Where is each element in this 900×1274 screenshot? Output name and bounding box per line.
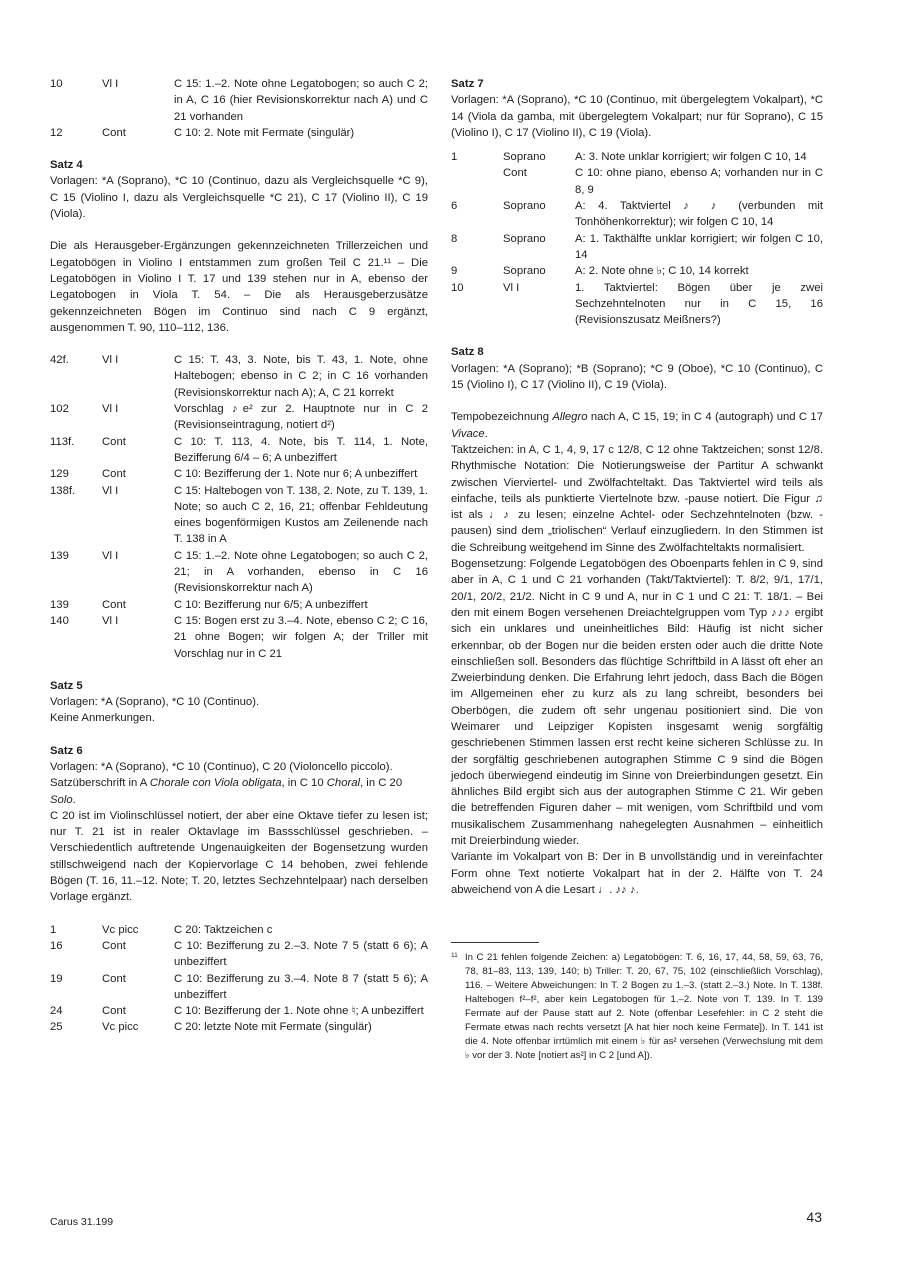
satz7-heading: Satz 7 [451,78,484,90]
table-row: Cont C 10: ohne piano, ebenso A; vorhanden nur in C 8, 9 [503,167,823,196]
footnote-text: In C 21 fehlen folgende Zeichen: a) Legatobögen: T. 6, 16, 17, 44, 58, 59, 63, 76, 78, 81–83, 113, 139, 140; b) Triller: T. 20, 67, 75, 102 (einschließlich Vorschlag), 116. – Weitere Abweichungen: In T. 2 Bogen zu 1.–3. (statt 2.–3.) Note. In T. 138f. Haltebogen f²–f², aber kein Legatobogen für 1.–2. Note von T. 139. In T. 139 Fermate auf der Pause statt auf 2. Note (offenbar Lesefehler: in C 2 steht die Fermate etwas nach rechts versetzt [A hat hier noch keine Fermate]). In T. 141 ist die 4. Note offenbar irrtümlich mit einem ♭ für as² versehen (Verwechslung mit dem ♭ vor der 3. Note [notiert as²] in C 2 [und A]). [465,952,823,1062]
table-row: 138f. Vl I C 15: Haltebogen von T. 138, 2. Note, zu T. 139, 1. Note; so auch C 2, 16, 21; offenbar Fehldeutung eines bogenförmigen Kustos am Zeilenende nach T. 138 in A [50,484,428,546]
table-row: 10 Vl I C 15: 1.–2. Note ohne Legatobogen; so auch C 2; in A, C 16 (hier Revisionskorrektur nach A) und C 21 vorhanden [50,78,428,123]
table-row: 113f. Cont C 10: T. 113, 4. Note, bis T. 114, 1. Note, Bezifferung 6/4 – 6; A unbeziffert [50,435,428,464]
catalog-number: Carus 31.199 [50,1216,114,1228]
table-row: 42f. Vl I C 15: T. 43, 3. Note, bis T. 43, 1. Note, ohne Haltebogen; ebenso in C 2; in C 16 vorhanden (Revisionskorrektur nach A); A, C 21 korrekt [50,354,428,399]
table-row: 9 Soprano A: 2. Note ohne ♭; C 10, 14 korrekt [451,265,749,278]
satz8-bogensetzung: Bogensetzung: Folgende Legatobögen des Oboenparts fehlen in C 9, sind aber in A, C 1 und C 21 vorhanden (Takt/Taktviertel): T. 8/2, 9/1, 17/1, 20/1, 20/2, 21/2. Nicht in C 9 und A, nur in C 1 und C 21: T. 18/1. – Bei den mit einem Bogen versehenen Dreiachtelgruppen vom Typ ♪♪♪ ergibt sich ein unklares und uneinheitliches Bild: Häufig ist nicht sicher erkennbar, ob der Bogen nur die beiden ersten oder auch die dritte Note einschließen soll. Besonders das flüchtige Schriftbild in A lässt oft eher an Zweierbindung denken. Die Erfahrung lehrt jedoch, dass Bach die Bögen im Allgemeinen eher zu kurz als zu lang schreibt, besonders bei Oberbögen, die zudem oft sehr ungenau positioniert sind. Die von Weimarer und Leipziger Kopisten insgesamt wenig sorgfältig geschriebenen Stimmen lassen erst recht keine sicheren Schlüsse zu. In der sorgfältig geschriebenen autographen Stimme C 9 sind die Bögen jedoch überwiegend eindeutig im Sinne von Dreierbindungen gesetzt. Ein ähnliches Bild ergibt sich aus der autographen Stimme C 21. Wir geben die betreffenden Figuren daher – mit wenigen, vom Schriftbild und vom musikalischem Zusammenhang nahegelegten Ausnahmen – einheitlich mit Dreierbindung wieder. [451,558,823,848]
remarks-table-satz4 [50,352,428,662]
table-row: 12 Cont C 10: 2. Note mit Fermate (singulär) [50,126,355,139]
remarks-table-satz7 [451,149,823,328]
table-row: 8 Soprano A: 1. Takthälfte unklar korrigiert; wir folgen C 10, 14 [451,232,823,261]
right-column [451,76,823,1063]
satz8-variante: Variante im Vokalpart von B: Der in B unvollständig und in vereinfachter Form ohne Text notierte Vokalpart hat in der 2. Hälfte von T. 24 abweichend von A die Lesart ♩. ♪♪ ♪. [451,851,823,896]
table-row: 24 Cont C 10: Bezifferung der 1. Note ohne ♮; A unbeziffert [50,1005,424,1018]
satz6-paragraph: C 20 ist im Violinschlüssel notiert, der aber eine Oktave tiefer zu lesen ist; nur T. 21 ist in realer Oktavlage im Bassschlüssel geschrieben. – Verschiedentlich auftretende Ungenauigkeiten der Bogensetzung wurden stillschweigend nach der Kopiervorlage C 14 behoben, zwei fehlende Bögen (T. 16, 11.–12. Note; T. 20, letztes Sechzehntelpaar) nach derselben Vorlage ergänzt. [50,809,428,904]
left-column [50,76,428,1036]
footnote-divider [451,942,539,943]
table-row: 6 Soprano A: 4. Taktviertel ♪ ♪ (verbunden mit Tonhöhenkorrektur); wir folgen C 10, 14 [451,200,823,229]
remarks-table-satz3 [50,76,428,141]
page-number: 43 [806,1209,822,1225]
table-row: 140 Vl I C 15: Bogen erst zu 3.–4. Note, ebenso C 2; C 16, 21 ohne Bogen; wir folgen A; der Triller mit Vorschlag nur in C 21 [50,614,428,660]
table-row: 1 Soprano A: 3. Note unklar korrigiert; wir folgen C 10, 14 [451,151,807,164]
table-row: 129 Cont C 10: Bezifferung der 1. Note nur 6; A unbeziffert [50,468,418,481]
satz5-note: Keine Anmerkungen. [50,712,155,725]
satz8-sources: Vorlagen: *A (Soprano); *B (Soprano); *C 9 (Oboe), *C 10 (Continuo), C 15 (Violino I), C 17 (Violino II), C 19 (Viola). [451,362,823,392]
satz6-heading: Satz 6 [50,744,83,757]
remarks-table-satz6 [50,922,428,1036]
satz5-sources: Vorlagen: *A (Soprano), *C 10 (Continuo). [50,696,260,709]
table-row: 10 Vl I 1. Taktviertel: Bögen über je zwei Sechzehntelnoten nur in C 15, 16 (Revisionszusatz Meißners?) [451,281,823,327]
satz8-tempo: Tempobezeichnung Allegro nach A, C 15, 19; in C 4 (autograph) und C 17 Vivace. [451,411,823,440]
table-row: 102 Vl I Vorschlag ♪e² zur 2. Hauptnote nur in C 2 (Revisionseintragung, notiert d²) [50,403,428,432]
table-row: 1 Vc picc C 20: Taktzeichen c [50,923,273,936]
satz8-taktzeichen: Taktzeichen: in A, C 1, 4, 9, 17 c 12/8, C 12 ohne Taktzeichen; sonst 12/8. Rhythmische Notation: Die Notierungsweise der Partitur A schwankt zwischen Vierviertel- und Zwölfachteltakt. Das Taktviertel wird teils als einfache, teils als punktierte Viertelnote bzw. -pause notiert. Die Figur ♫ ist als ♩♪ zu lesen; einzelne Achtel- oder Sechzehntelnoten (bzw. -pausen) sind dem „triolischen“ Verlauf einzugliedern. In den Stimmen ist die Schreibung weitgehend im Sinne des Zwölfachteltakts normalisiert. [451,443,823,554]
table-row: 139 Cont C 10: Bezifferung nur 6/5; A unbeziffert [50,598,368,611]
footnote [451,951,823,1063]
satz6-title-line: Satzüberschrift in A Chorale con Viola obligata, in C 10 Choral, in C 20 Solo. [50,777,403,806]
table-row: 25 Vc picc C 20: letzte Note mit Fermate (singulär) [50,1021,372,1034]
satz7-sources: Vorlagen: *A (Soprano), *C 10 (Continuo, mit übergelegtem Vokalpart), *C 14 (Viola da gamba, mit übergelegtem Vokalpart; nur für Soprano), C 15 (Violino I), C 17 (Violino II), C 19 (Viola). [451,94,823,139]
satz8-heading: Satz 8 [451,346,484,359]
satz4-sources: Vorlagen: *A (Soprano), *C 10 (Continuo, dazu als Vergleichsquelle *C 9), C 15 (Violino I, dazu als Vergleichsquelle *C 21), C 17 (Violino II), C 19 (Viola). [50,175,428,221]
satz5-heading: Satz 5 [50,679,83,692]
table-row: 139 Vl I C 15: 1.–2. Note ohne Legatobogen; so auch C 2, 21; in A vorhanden, ebenso in C 16 (Revisionskorrektur nach A) [50,549,428,595]
table-row: 16 Cont C 10: Bezifferung zu 2.–3. Note 7 5 (statt 6 6); A unbeziffert [50,939,428,969]
footnote-number: 11 [451,952,458,960]
satz6-sources: Vorlagen: *A (Soprano), *C 10 (Continuo), C 20 (Violoncello piccolo). [50,760,393,773]
table-row: 19 Cont C 10: Bezifferung zu 3.–4. Note 8 7 (statt 5 6); A unbeziffert [50,972,428,1001]
satz4-heading: Satz 4 [50,159,83,172]
satz4-paragraph: Die als Herausgeber-Ergänzungen gekennzeichneten Trillerzeichen und Legatobögen in Violino I entstammen zum großen Teil C 21.¹¹ – Die Legatobögen in Violino I T. 17 und 139 stehen nur in A, ebenso der Legatobogen in Viola T. 54. – Die als Herausgeberzusätze gekennzeichneten Bögen im Continuo sind nach C 9 ergänzt, ausgenommen T. 90, 110–112, 136. [50,240,428,334]
